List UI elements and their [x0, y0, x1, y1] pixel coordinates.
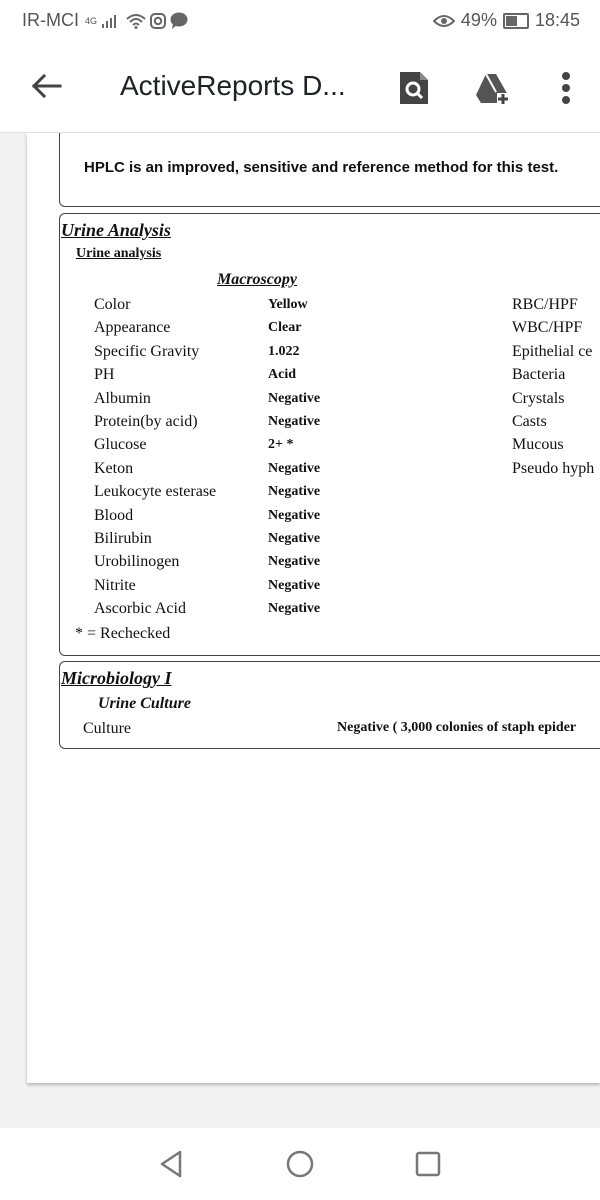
macroscopy-value: Negative	[268, 554, 321, 570]
network-type: 4G	[85, 15, 98, 26]
macroscopy-value: Clear	[268, 320, 302, 336]
macroscopy-label: Keton	[94, 459, 134, 477]
document-viewer[interactable]	[0, 133, 600, 1128]
hplc-note: HPLC is an improved, sensitive and reference method for this test.	[84, 159, 559, 176]
macroscopy-label: Blood	[94, 506, 134, 524]
rechecked-footnote: * = Rechecked	[75, 625, 171, 642]
macroscopy-value: Acid	[268, 367, 296, 383]
macroscopy-value: Negative	[268, 460, 321, 476]
signal-icon	[102, 14, 116, 28]
recents-square-icon[interactable]	[412, 1148, 444, 1180]
more-vert-icon[interactable]	[548, 68, 584, 108]
microscopy-label: Crystals	[512, 389, 565, 407]
document-title: ActiveReports D...	[120, 70, 346, 101]
urine-analysis-subtitle: Urine analysis	[76, 246, 162, 261]
macroscopy-value: Negative	[268, 507, 321, 523]
urine-culture-subtitle: Urine Culture	[98, 695, 191, 712]
app-bar	[0, 40, 600, 133]
macroscopy-label: PH	[94, 366, 115, 384]
macroscopy-value: Negative	[268, 601, 321, 617]
macroscopy-label: Protein(by acid)	[94, 413, 198, 430]
microbiology-section	[59, 661, 600, 749]
macroscopy-title: Macroscopy	[217, 271, 297, 288]
wifi-icon	[126, 13, 146, 29]
macroscopy-label: Albumin	[94, 389, 151, 407]
report-page	[27, 133, 600, 1083]
add-to-drive-icon[interactable]	[474, 68, 510, 108]
status-bar	[0, 0, 600, 40]
macroscopy-value: Negative	[268, 577, 321, 593]
macroscopy-label: Leukocyte esterase	[94, 483, 217, 501]
macroscopy-label: Urobilinogen	[94, 553, 180, 571]
message-icon	[170, 12, 188, 29]
home-circle-icon[interactable]	[284, 1148, 316, 1180]
instagram-icon	[150, 13, 166, 29]
navigation-bar	[0, 1128, 600, 1200]
back-arrow-icon[interactable]	[28, 68, 64, 104]
microscopy-label: Epithelial ce	[512, 342, 593, 360]
culture-label: Culture	[83, 720, 131, 737]
macroscopy-label: Specific Gravity	[94, 342, 200, 360]
macroscopy-value: Negative	[268, 414, 321, 429]
battery-icon	[503, 13, 529, 29]
urine-analysis-title: Urine Analysis	[61, 220, 171, 240]
macroscopy-label: Nitrite	[94, 576, 136, 594]
macroscopy-label: Glucose	[94, 436, 147, 454]
macroscopy-value: Yellow	[268, 297, 308, 312]
eye-icon	[433, 13, 455, 29]
macroscopy-value: 2+ *	[268, 437, 294, 453]
macroscopy-value: Negative	[268, 484, 321, 500]
clock: 18:45	[534, 10, 580, 30]
macroscopy-label: Bilirubin	[94, 530, 152, 547]
carrier-name: IR-MCI	[22, 10, 79, 30]
macroscopy-label: Ascorbic Acid	[94, 600, 186, 618]
battery-percent: 49%	[460, 10, 497, 30]
macroscopy-label: Appearance	[94, 319, 171, 337]
hplc-note-box	[59, 133, 600, 207]
macroscopy-value: Negative	[268, 531, 321, 546]
macroscopy-value: 1.022	[268, 343, 300, 359]
microscopy-label: Pseudo hyph	[512, 459, 595, 477]
microscopy-label: WBC/HPF	[512, 319, 583, 337]
microbiology-title: Microbiology I	[61, 668, 172, 688]
back-triangle-icon[interactable]	[156, 1148, 188, 1180]
microscopy-label: RBC/HPF	[512, 296, 578, 313]
microscopy-label: Bacteria	[512, 366, 566, 384]
macroscopy-label: Color	[94, 296, 131, 313]
microscopy-label: Mucous	[512, 436, 564, 454]
macroscopy-value: Negative	[268, 390, 321, 406]
microscopy-label: Casts	[512, 413, 547, 430]
search-document-icon[interactable]	[396, 68, 432, 108]
urine-analysis-section	[59, 213, 600, 656]
culture-value: Negative ( 3,000 colonies of staph epider	[337, 720, 577, 735]
